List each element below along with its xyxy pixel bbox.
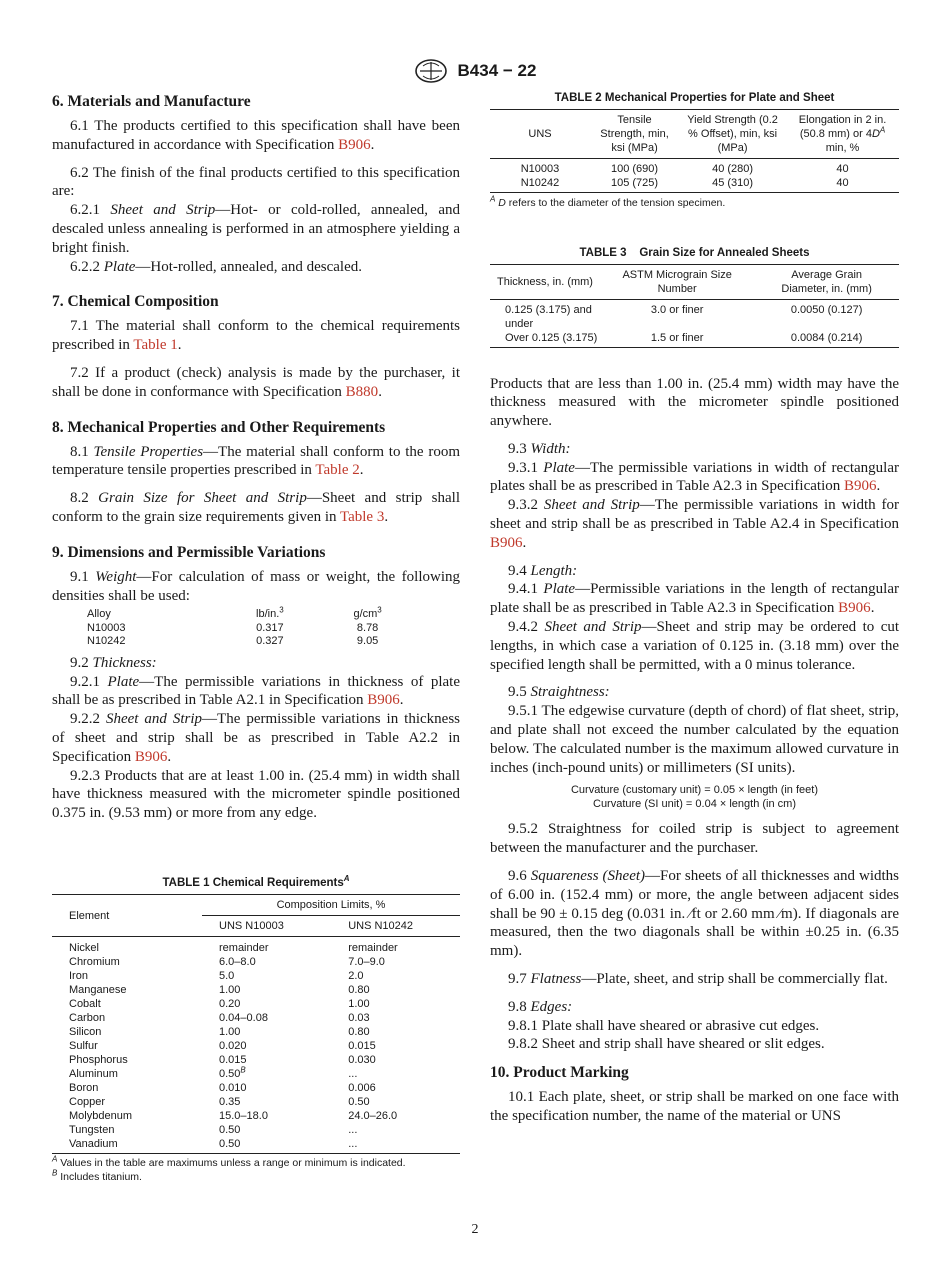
table-1-cell-n10003: 1.00 [219, 1026, 241, 1038]
ref-b906-link[interactable]: B906 [338, 136, 371, 153]
table-3 [490, 247, 899, 348]
table-1-cell-n10003: 0.010 [219, 1082, 247, 1094]
table-row [52, 1081, 460, 1095]
density-header-row [87, 608, 417, 622]
paragraph-9-8-1: 9.8.1 Plate shall have sheared or abrasive cut edges. [508, 1017, 820, 1034]
table-1-footnote-b: $^B$ Includes titanium. [52, 1168, 142, 1183]
table-row [52, 997, 460, 1011]
table-3-title: TABLE 3 Grain Size for Annealed Sheets [579, 246, 810, 259]
table-row [52, 1025, 460, 1039]
table-3-header-row [490, 264, 899, 299]
right-column-text [490, 375, 899, 1126]
table-row: N10003 0.317 8.78 [87, 621, 379, 634]
table-1-cell-n10242: 7.0–9.0 [348, 956, 385, 968]
paragraph-9-2-2: 9.2.2 Sheet and Strip—The permissible variations in thickness of sheet and strip shall be as prescribed in Table A2.2 in Specification B906. [52, 711, 461, 765]
page-number: 2 [471, 1222, 479, 1237]
table-1-cell-element: Silicon [69, 1026, 102, 1038]
section-7-heading: 7. Chemical Composition [52, 293, 219, 311]
table-1-cell-n10003: 1.00 [219, 984, 241, 996]
table-1-cell-n10242: ... [330, 1137, 460, 1154]
paragraph-6-2-2: 6.2.2 Plate—Hot-rolled, annealed, and descaled. [70, 258, 362, 275]
table-1-cell-n10003: remainder [219, 942, 269, 954]
paragraph-9-1: 9.1 Weight—For calculation of mass or weight, the following densities shall be used: [52, 568, 461, 604]
table-row [52, 983, 460, 997]
paragraph-9-2: 9.2 Thickness: [70, 654, 157, 671]
paragraph-9-3-1: 9.3.1 Plate—The permissible variations in width of rectangular plates shall be as prescribed in Table A2.3 in Specification B906. [490, 459, 899, 495]
section-6-heading: 6. Materials and Manufacture [52, 93, 251, 110]
paragraph-9-5-2: 9.5.2 Straightness for coiled strip is subject to agreement between the manufacturer and the purchaser. [490, 821, 899, 857]
density-header-alloy: Alloy [87, 608, 111, 621]
table-row [490, 159, 899, 177]
paragraph-7-2: 7.2 If a product (check) analysis is made by the purchaser, it shall be done in conformance with Specification B880. [52, 364, 460, 400]
right-column [490, 92, 899, 1126]
table-1-footnote-a: $^A$ Values in the table are maximums unless a range or minimum is indicated. [52, 1154, 406, 1169]
table-2-footnote: $^A$ D refers to the diameter of the tension specimen. [490, 194, 726, 209]
paragraph-6-1: 6.1 The products certified to this specification shall have been manufactured in accordance with Specification B906. [52, 118, 460, 153]
table-1-cell-n10003: $0.50^B$ [219, 1065, 246, 1080]
table-1-cell-n10242: ... [348, 1124, 358, 1136]
table-1-cell-element: Phosphorus [69, 1054, 128, 1066]
table-3-header-astm: ASTM Micrograin Size Number [600, 264, 754, 299]
paragraph-7-1: 7.1 The material shall conform to the chemical requirements prescribed in Table 1. [52, 318, 460, 354]
paragraph-9-6: 9.6 Squareness (Sheet)—For sheets of all thicknesses and widths of 6.00 in. (152.4 mm) or more, the angle between adjacent sides shall be 90 ± 0.15 deg (0.031 in. ⁄ft or 2.60 mm ⁄m). If diagonals are measured, then the two diagonals shall be within ±0.25 in. (6.35 mm). [490, 868, 900, 960]
table-3-cell-astm: 3.0 or finer [650, 303, 704, 316]
table-1-cell-n10242: 2.0 [348, 970, 364, 982]
table-1-cell-n10242: 0.50 [348, 1096, 370, 1108]
table-2-header-uns: UNS [490, 110, 590, 159]
table-2-cell-uns: N10242 [490, 176, 590, 193]
table-1-header-element: Element [52, 895, 202, 937]
table-1-cell-element: Copper [69, 1096, 106, 1108]
table-3-header-thickness: Thickness, in. (mm) [490, 264, 600, 299]
table-1-header-row [52, 895, 460, 916]
ref-b906-link[interactable]: B906 [844, 478, 877, 495]
paragraph-9-5: 9.5 Straightness: [508, 684, 610, 701]
paragraph-9-7: 9.7 Flatness—Plate, sheet, and strip shall be commercially flat. [508, 971, 888, 988]
paragraph-10-1: 10.1 Each plate, sheet, or strip shall be marked on one face with the specification number, the name of the material or UNS [490, 1089, 899, 1124]
paragraph-9-3-2: 9.3.2 Sheet and Strip—The permissible variations in width for sheet and strip shall be as prescribed in Table A2.4 in Specification B906. [490, 497, 900, 551]
table-2-grid [490, 109, 899, 193]
table-1-cell-element: Nickel [69, 942, 99, 954]
table-1-cell-n10242: 0.03 [348, 1012, 370, 1024]
table-2-header-elongation: Elongation in 2 in. (50.8 mm) or $4D^A$ min, % [786, 110, 899, 159]
paragraph-9-2-3: 9.2.3 Products that are at least 1.00 in. (25.4 mm) in width shall have thickness measured with the micrometer spindle positioned 0.375 in. (9.53 mm) or more from any edge. [52, 767, 460, 822]
table-row [52, 1039, 460, 1053]
table-1-cell-n10242: 1.00 [348, 998, 370, 1010]
table-1-cell-element: Iron [69, 970, 88, 982]
ref-table1-link[interactable]: Table 1 [133, 337, 178, 354]
paragraph-9-4-2: 9.4.2 Sheet and Strip—Sheet and strip may be ordered to cut lengths, in which case a variation of 0.125 in. (3.18 mm) over the specified length shall be permitted, with a 0 minus tolerance. [490, 619, 900, 673]
table-2-cell-elongation: 40 [836, 163, 849, 175]
table-1-cell-element: Tungsten [69, 1124, 115, 1136]
ref-b906-link[interactable]: B906 [838, 600, 871, 617]
astm-logo-icon [414, 58, 448, 84]
table-1-cell-n10242: 0.030 [348, 1054, 376, 1066]
table-1-cell-element: Sulfur [69, 1040, 98, 1052]
table-2-header-row [490, 110, 899, 159]
table-row: N10242 0.327 9.05 [87, 635, 379, 648]
table-2 [490, 92, 899, 211]
table-2-cell-tensile: 100 (690) [610, 163, 659, 175]
equation-si: Curvature (SI unit) = 0.04 × length (in cm) [593, 797, 796, 810]
table-3-grid [490, 264, 899, 348]
table-2-cell-uns: N10003 [520, 163, 560, 175]
table-1-cell-element: Manganese [69, 984, 127, 996]
paragraph-6-2-1: 6.2.1 Sheet and Strip—Hot- or cold-rolled, annealed, and descaled unless annealing is performed in an atmosphere yielding a bright finish. [52, 202, 461, 256]
table-1-title: TABLE 1 Chemical Requirements$^A$ [162, 874, 350, 889]
equation-customary: Curvature (customary unit) = 0.05 × length (in feet) [570, 784, 818, 797]
table-row [52, 1095, 460, 1109]
table-1-cell-element: Cobalt [69, 998, 101, 1010]
table-1-cell-n10242: remainder [348, 942, 398, 954]
paragraph-9-2-3-cont: Products that are less than 1.00 in. (25.4 mm) width may have the thickness measured with the micrometer spindle positioned anywhere. [490, 375, 899, 430]
paragraph-9-2-1: 9.2.1 Plate—The permissible variations in thickness of plate shall be as prescribed in Table A2.1 in Specification B906. [52, 673, 461, 709]
paragraph-8-1: 8.1 Tensile Properties—The material shall conform to the room temperature tensile properties prescribed in Table 2. [52, 443, 460, 479]
ref-table2-link[interactable]: Table 2 [315, 462, 360, 479]
table-1-header-n10003: UNS N10003 [202, 916, 330, 937]
left-column [52, 92, 460, 823]
table-1-cell-n10003: 0.50 [202, 1137, 330, 1154]
table-row [52, 969, 460, 983]
table-3-cell-thickness: 0.125 (3.175) and under [505, 303, 592, 330]
table-1-cell-n10242: ... [348, 1068, 358, 1080]
table-1-cell-n10003: 0.20 [219, 998, 241, 1010]
table-row [490, 176, 899, 193]
paragraph-9-5-1: 9.5.1 The edgewise curvature (depth of chord) of flat sheet, strip, and plate shall not exceed the number calculated by the equation below. The calculated number is the maximum allowed curvature in inches (inch-pound units) or millimeters (SI units). [490, 703, 899, 776]
ref-b906-link[interactable]: B906 [367, 692, 400, 709]
table-row [52, 955, 460, 969]
density-header-lb: lb/in.$^3$ [256, 605, 284, 621]
table-row [490, 299, 899, 331]
table-1-cell-n10003: 0.020 [219, 1040, 247, 1052]
table-row [490, 331, 899, 348]
table-row [52, 1109, 460, 1123]
ref-b906-link[interactable]: B906 [490, 534, 523, 551]
paragraph-9-8-2: 9.8.2 Sheet and strip shall have sheared or slit edges. [508, 1036, 825, 1053]
table-2-cell-yield: 45 (310) [679, 176, 786, 193]
table-1-header-n10242: UNS N10242 [330, 916, 460, 937]
table-1-cell-n10003: 0.35 [219, 1096, 241, 1108]
table-2-cell-elongation: 40 [786, 176, 899, 193]
page-header [0, 58, 950, 84]
table-row [52, 1067, 460, 1081]
table-1-cell-n10003: 0.04–0.08 [219, 1012, 268, 1024]
table-1-cell-n10003: 5.0 [219, 970, 235, 982]
table-1-cell-n10242: 0.80 [348, 984, 370, 996]
table-1-cell-n10003: 0.50 [219, 1124, 241, 1136]
paragraph-6-2: 6.2 The finish of the final products certified to this specification are: [52, 164, 460, 200]
table-1 [52, 874, 460, 1184]
table-row [52, 1011, 460, 1025]
table-2-cell-yield: 40 (280) [712, 163, 754, 175]
table-row [52, 937, 460, 956]
document-number: B434 − 22 [457, 61, 537, 80]
ref-table3-link[interactable]: Table 3 [339, 508, 385, 525]
table-1-header-limits: Composition Limits, % [202, 895, 460, 916]
density-table [87, 605, 417, 649]
table-row [52, 1137, 460, 1154]
table-3-cell-astm: 1.5 or finer [600, 331, 754, 348]
paragraph-9-3: 9.3 Width: [508, 440, 571, 457]
paragraph-9-4: 9.4 Length: [508, 562, 578, 579]
table-1-cell-n10242: 0.015 [348, 1040, 376, 1052]
paragraph-9-4-1: 9.4.1 Plate—Permissible variations in the length of rectangular plate shall be as prescribed in Table A2.3 in Specification B906. [490, 581, 900, 617]
table-3-header-average: Average Grain Diameter, in. (mm) [754, 264, 899, 299]
table-3-cell-average: 0.0050 (0.127) [790, 303, 863, 316]
table-1-cell-element: Aluminum [69, 1068, 118, 1080]
table-3-cell-average: 0.0084 (0.214) [754, 331, 899, 348]
ref-b906-link[interactable]: B906 [134, 748, 168, 765]
table-2-header-yield: Yield Strength (0.2 % Offset), min, ksi (MPa) [679, 110, 786, 159]
table-1-cell-element: Carbon [69, 1012, 106, 1024]
table-1-cell-n10003: 0.015 [219, 1054, 247, 1066]
table-1-cell-n10242: 24.0–26.0 [348, 1110, 398, 1122]
density-header-g: $g/cm^3$ [353, 605, 382, 621]
section-9-heading: 9. Dimensions and Permissible Variations [52, 543, 326, 561]
table-1-cell-n10242: 0.006 [348, 1082, 376, 1094]
table-1-cell-n10003: 15.0–18.0 [219, 1110, 268, 1122]
table-1-cell-element: Vanadium [52, 1137, 202, 1154]
table-row [52, 1123, 460, 1137]
table-row [52, 1053, 460, 1067]
table-3-cell-thickness: Over 0.125 (3.175) [490, 331, 600, 348]
section-10-heading: 10. Product Marking [490, 1064, 629, 1082]
paragraph-8-2: 8.2 Grain Size for Sheet and Strip—Sheet and strip shall conform to the grain size requirements given in Table 3. [52, 490, 461, 525]
curvature-equations [490, 784, 899, 811]
table-1-cell-n10003: 6.0–8.0 [219, 956, 256, 968]
table-2-header-tensile: Tensile Strength, min, ksi (MPa) [590, 110, 679, 159]
table-2-cell-tensile: 105 (725) [590, 176, 679, 193]
paragraph-9-8: 9.8 Edges: [508, 998, 573, 1015]
table-1-cell-n10242: 0.80 [348, 1026, 370, 1038]
ref-b880-link[interactable]: B880 [345, 383, 379, 400]
table-2-title: TABLE 2 Mechanical Properties for Plate and Sheet [554, 92, 835, 104]
table-1-grid [52, 894, 460, 1154]
table-1-cell-element: Molybdenum [69, 1110, 132, 1122]
table-1-cell-element: Chromium [69, 956, 120, 968]
table-1-cell-element: Boron [69, 1082, 99, 1094]
section-8-heading: 8. Mechanical Properties and Other Requirements [52, 418, 386, 436]
